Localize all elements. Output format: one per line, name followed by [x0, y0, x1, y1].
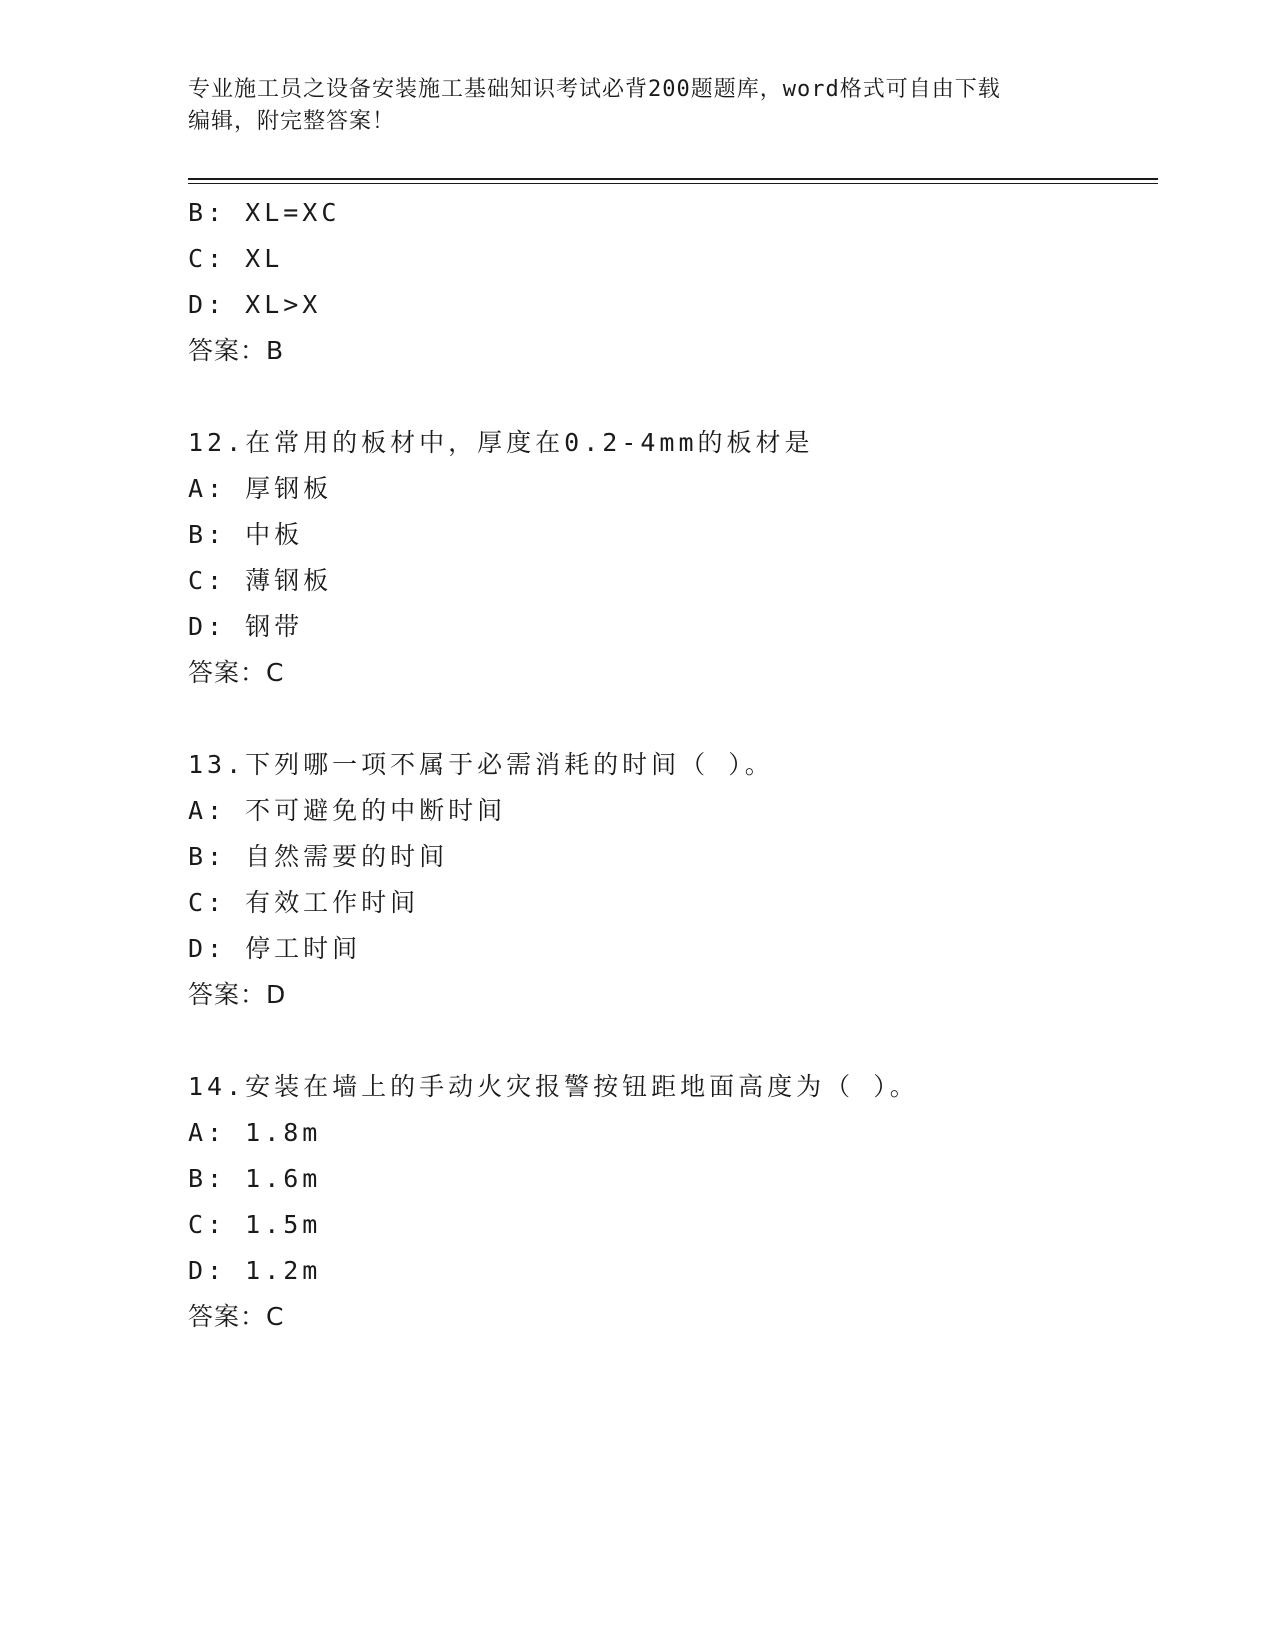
- spacer: [188, 696, 1158, 742]
- option-c: C: 薄钢板: [188, 566, 333, 595]
- answer: 答案：B: [188, 336, 285, 365]
- header-title-line-1: 专业施工员之设备安装施工基础知识考试必背200题题库，word格式可自由下载: [188, 77, 1001, 102]
- header-rule-thin: [188, 183, 1158, 184]
- option-d: D: 钢带: [188, 612, 304, 641]
- question-stem: 14.安装在墙上的手动火灾报警按钮距地面高度为（ ）。: [188, 1072, 919, 1101]
- document-header: [188, 74, 1088, 138]
- option-c: C: XL: [188, 244, 284, 273]
- option-d: D: 停工时间: [188, 934, 362, 963]
- option-b: B: 中板: [188, 520, 304, 549]
- answer: 答案：C: [188, 1302, 285, 1331]
- answer: 答案：C: [188, 658, 285, 687]
- question-12: [188, 420, 1158, 696]
- spacer: [188, 1018, 1158, 1064]
- option-d: D: XL>X: [188, 290, 322, 319]
- question-list: [188, 190, 1158, 1340]
- option-b: B: XL=XC: [188, 198, 341, 227]
- option-a: A: 1.8m: [188, 1118, 322, 1147]
- question-13: [188, 742, 1158, 1018]
- header-title-line-2: 编辑，附完整答案！: [188, 109, 396, 134]
- option-d: D: 1.2m: [188, 1256, 322, 1285]
- option-b: B: 1.6m: [188, 1164, 322, 1193]
- question-stem: 13.下列哪一项不属于必需消耗的时间（ ）。: [188, 750, 774, 779]
- question-stem: 12.在常用的板材中，厚度在0.2-4mm的板材是: [188, 428, 814, 457]
- answer: 答案：D: [188, 980, 287, 1009]
- option-a: A: 不可避免的中断时间: [188, 796, 507, 825]
- option-b: B: 自然需要的时间: [188, 842, 449, 871]
- question-14: [188, 1064, 1158, 1340]
- option-c: C: 有效工作时间: [188, 888, 420, 917]
- question-11-continued: [188, 190, 1158, 374]
- option-c: C: 1.5m: [188, 1210, 322, 1239]
- option-a: A: 厚钢板: [188, 474, 333, 503]
- header-rule-thick: [188, 178, 1158, 180]
- spacer: [188, 374, 1158, 420]
